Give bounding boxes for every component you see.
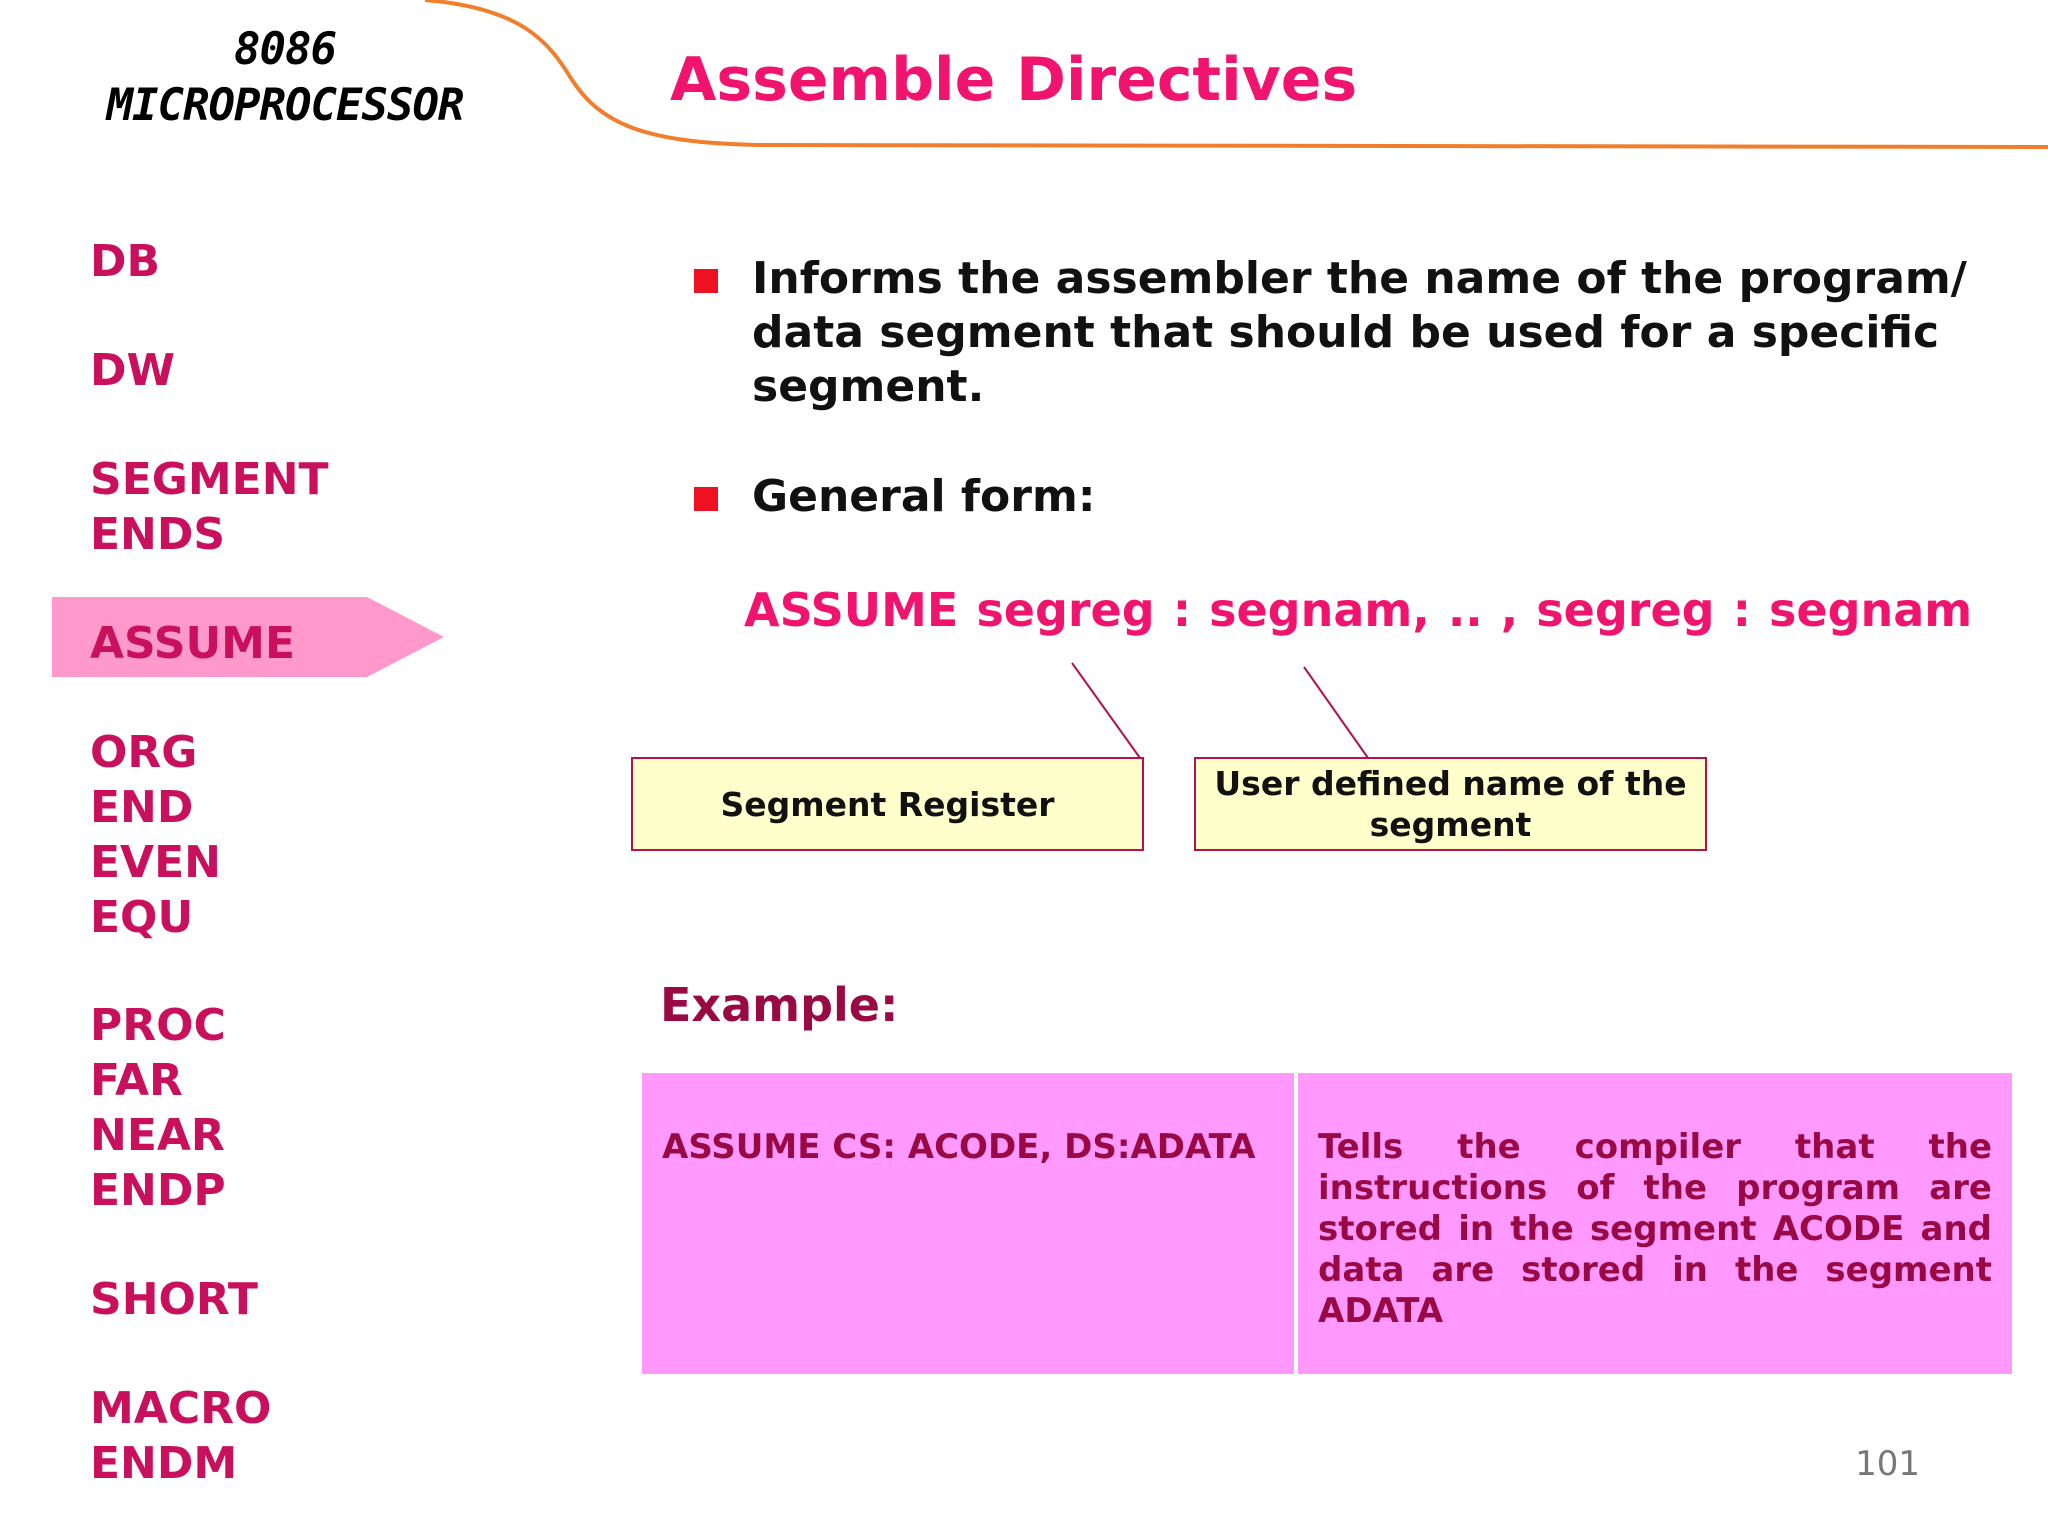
sidebar-item-db[interactable]: DB — [90, 236, 161, 287]
sidebar-item-assume[interactable]: ASSUME — [90, 618, 296, 669]
sidebar-item-macro[interactable]: MACRO — [90, 1383, 272, 1434]
sidebar-item-dw[interactable]: DW — [90, 345, 176, 396]
example-code-cell: ASSUME CS: ACODE, DS:ADATA — [642, 1073, 1294, 1374]
bullet-text: Informs the assembler the name of the program/ data segment that should be used for a specific segment. — [752, 253, 1967, 412]
callout-segment-register: Segment Register — [631, 757, 1144, 851]
sidebar-item-ends[interactable]: ENDS — [90, 509, 226, 560]
sidebar-item-endm[interactable]: ENDM — [90, 1438, 238, 1489]
sidebar-item-segment[interactable]: SEGMENT — [90, 454, 329, 505]
example-table — [642, 1073, 2012, 1374]
example-heading: Example: — [660, 978, 899, 1032]
sidebar-item-proc[interactable]: PROC — [90, 1000, 226, 1051]
sidebar-item-even[interactable]: EVEN — [90, 837, 221, 888]
sidebar-item-short[interactable]: SHORT — [90, 1274, 258, 1325]
sidebar-item-equ[interactable]: EQU — [90, 892, 194, 943]
sidebar-item-org[interactable]: ORG — [90, 727, 198, 778]
callout-segment-name: User defined name of the segment — [1194, 757, 1707, 851]
sidebar-item-end[interactable]: END — [90, 782, 194, 833]
assume-syntax: ASSUME segreg : segnam, .. , segreg : segnam — [744, 583, 1973, 637]
page-number: 101 — [1855, 1444, 1920, 1484]
sidebar-item-endp[interactable]: ENDP — [90, 1165, 226, 1216]
bullet-text: General form: — [752, 471, 1096, 522]
sidebar-item-far[interactable]: FAR — [90, 1055, 183, 1106]
slide-title: Assemble Directives — [670, 45, 1358, 115]
example-description-cell: Tells the compiler that the instructions of the program are stored in the segment ACODE and data are stored in the segment ADATA — [1298, 1073, 2012, 1374]
sidebar-item-near[interactable]: NEAR — [90, 1110, 225, 1161]
logo-line-2: MICROPROCESSOR — [106, 80, 464, 131]
logo-line-1: 8086 — [234, 24, 336, 75]
